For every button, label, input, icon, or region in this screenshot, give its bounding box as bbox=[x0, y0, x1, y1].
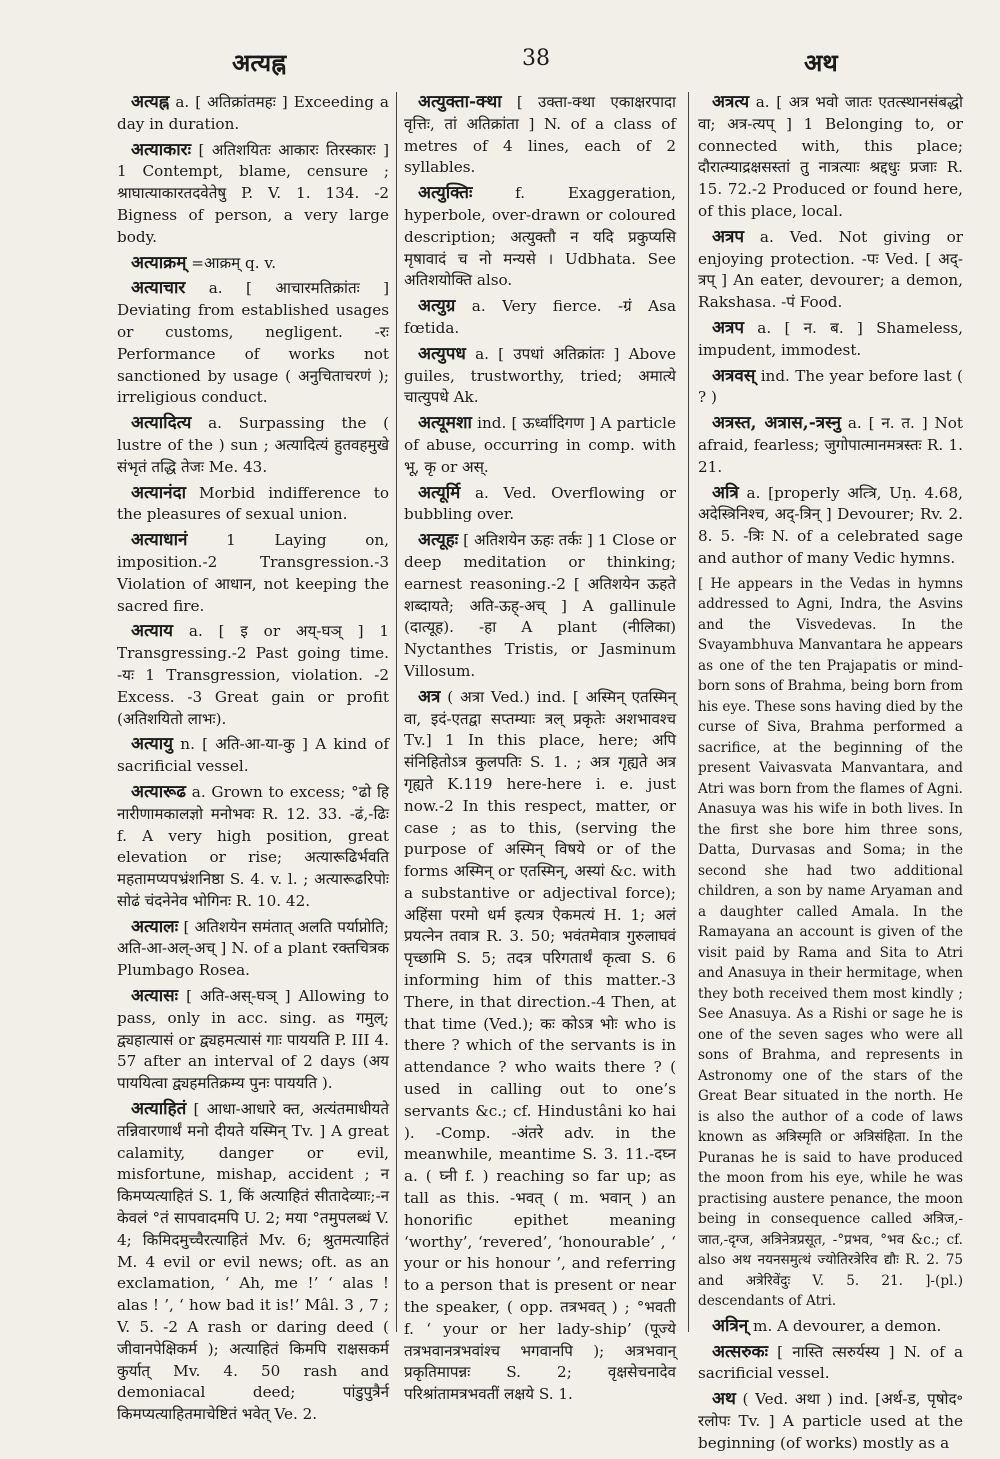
entry-headword: अत्यह्न bbox=[131, 92, 170, 112]
entry-headword: अत्रि bbox=[712, 482, 739, 503]
entry-headword: अत्रस्त, अत्रास,-त्रस्नु bbox=[712, 413, 842, 434]
entry-headword: अत्यासः bbox=[131, 986, 179, 1007]
entry-headword: अत्यानंदा bbox=[131, 482, 187, 503]
entry-definition: a. Ved. Overflowing or bubbling over. bbox=[404, 483, 676, 524]
dictionary-entry bbox=[698, 366, 963, 410]
entry-definition: n. [ अति-आ-या-कु ] A kind of sacrificial vessel. bbox=[117, 735, 389, 776]
dictionary-entry bbox=[698, 1316, 963, 1338]
entry-headword: अत्याकारः bbox=[131, 139, 192, 160]
entry-definition: [ उक्ता-क्था एकाक्षरपादा वृत्तिः, तां अतिक्रांता ] N. of a class of metres of 4 lines, each of 2 syllables. bbox=[404, 93, 676, 177]
dictionary-entry bbox=[117, 734, 389, 778]
entry-note bbox=[698, 574, 963, 1312]
entry-definition: ind. The year before last ( ? ) bbox=[698, 366, 963, 407]
entry-headword: अत्रिन् bbox=[712, 1315, 749, 1336]
dictionary-entry bbox=[404, 92, 676, 179]
entry-definition: a. [ इ or अय्-घञ् ] 1 Transgressing.-2 Past going time. -यः 1 Transgression, violation. -2 Excess. -3 Great gain or profit (अतिशयितो लाभः). bbox=[117, 622, 389, 728]
entry-headword: अत्याचार bbox=[131, 278, 186, 299]
entry-headword: अत्रप bbox=[712, 317, 745, 338]
entry-definition: [ अतिशयितः आकारः तिरस्कारः ] 1 Contempt, blame, censure ; श्राघात्याकारतदवेतेषु P. V. 1. 134. -2 Bigness of person, a very large body. bbox=[117, 140, 389, 246]
entry-definition: 1 Laying on, imposition.-2 Transgression.-3 Violation of आधान, not keeping the sacred fire. bbox=[117, 531, 389, 615]
entry-definition: f. Exaggeration, hyperbole, over-drawn or coloured description; अत्युक्तौ न यदि प्रकुप्यसि मृषावादं च नो मन्यसे । Udbhata. See अतिशयोक्ति also. bbox=[404, 184, 676, 290]
dictionary-entry bbox=[117, 1099, 389, 1426]
entry-headword: अत्याक्रम् bbox=[131, 252, 187, 273]
right-running-headword: अथ bbox=[804, 48, 838, 77]
entry-definition: =आक्रम् q. v. bbox=[186, 253, 277, 272]
dictionary-entry bbox=[117, 917, 389, 982]
entry-definition: ( Ved. अथा ) ind. [अर्थ-ड, पृषोद॰ रलोपः Tv. ] A particle used at the beginning (of works) mostly as a bbox=[698, 1390, 963, 1452]
entry-headword: अत्यायु bbox=[131, 734, 174, 755]
column-left bbox=[117, 92, 389, 1430]
entry-headword: अथ bbox=[712, 1389, 736, 1410]
dictionary-entry bbox=[117, 413, 389, 478]
entry-definition: [ अति-अस्-घञ् ] Allowing to pass, only in acc. sing. as गमुल्; द्व्यहात्यासं or द्व्यहमत्यासं गाः पाययति P. III 4. 57 after an interval of 2 days (अय पाययित्वा द्व्यहमतिक्रम्य पुनः पाययति ). bbox=[117, 987, 389, 1093]
entry-headword: अत्यालः bbox=[131, 916, 179, 937]
entry-definition: a. Ved. Not giving or enjoying protection. -पः Ved. [ अद्-त्रप् ] An eater, devourer; a demon, Rakshasa. -पं Food. bbox=[698, 227, 963, 312]
dictionary-entry bbox=[404, 687, 676, 1406]
column-divider bbox=[396, 92, 397, 1332]
dictionary-entry bbox=[404, 530, 676, 683]
entry-headword: अत्याहितं bbox=[131, 1099, 187, 1120]
dictionary-entry bbox=[698, 483, 963, 570]
entry-headword: अत्युक्ता-क्था bbox=[418, 92, 502, 112]
entry-definition: [ आधा-आधारे क्त, अत्यंतमाधीयते तन्निवारणार्थं मनो दीयते यस्मिन् Tv. ] A great calamity, danger or evil, misfortune, mishap, accident ; न किमप्यत्याहितं S. 1, किं अत्याहितं सीतादेव्याः;-न केवलं °तं सापवादमपि U. 2; मया °तमुपलब्धं V. 4; किमिदमुच्चैरत्याहितं Mv. 6; श्रुतमत्याहितं M. 4 evil or evil news; oft. as an exclamation, ‘ Ah, me !’ ‘ alas ! alas ! ’, ‘ how bad it is!’ Mâl. 3 , 7 ; V. 5. -2 A rash or daring deed ( जीवानपेक्षिकर्म ); अत्याहितं किमपि राक्षसकर्म कुर्यात् Mv. 4. 50 rash and demoniacal deed; पांडुपुत्रैर्न किमप्यत्याहितमाचेष्टितं भवेत् Ve. 2. bbox=[117, 1100, 389, 1424]
dictionary-entry bbox=[404, 183, 676, 292]
entry-headword: अत्यूमशा bbox=[418, 413, 472, 434]
entry-definition: Morbid indifference to the pleasures of sexual union. bbox=[117, 483, 389, 524]
entry-definition: a. [ न. ब. ] Shameless, impudent, immodest. bbox=[698, 318, 963, 359]
page-number: 38 bbox=[522, 46, 550, 71]
entry-definition: [ अतिशयेन समंतात् अलति पर्याप्नोति; अति-आ-अल्-अच् ] N. of a plant रक्तचित्रक Plumbago Rosea. bbox=[117, 917, 389, 980]
entry-definition: m. A devourer, a demon. bbox=[748, 1316, 942, 1335]
entry-definition: [ He appears in the Vedas in hymns addressed to Agni, Indra, the Asvins and the Visvedevas. In the Svayambhuva Manvantara he appears as one of the ten Prajapatis or mind-born sons of Brahma, being born from his eye. These sons having died by the curse of Siva, Brahma performed a sacrifice, at the beginning of the present Vaivasvata Manvantara, and Atri was born from the flames of Agni. Anasuya was his wife in both lives. In the first she bore him three sons, Datta, Durvasas and Soma; in the second she had two additional children, a son by name Aryaman and a daughter called Amala. In the Ramayana an account is given of the visit paid by Rama and Sita to Atri and Anasuya in their hermitage, when they both received them most kindly ; See Anasuya. As a Rishi or sage he is one of the seven sages who were all sons of Brahma, and represents in Astronomy one of the stars of the Great Bear situated in the north. He is also the author of a code of laws known as अत्रिस्मृति or अत्रिसंहिता. In the Puranas he is said to have produced the moon from his eye, while he was practising austere penance, the moon being in consequence called अत्रिज,-जात,-दृग्ज, अत्रिनेत्रप्रसूत, -°प्रभव, °भव &c.; cf. also अथ नयनसमुत्थं ज्योतिरत्रेरिव द्यौः R. 2. 75 and अत्रेरिवेंदुः V. 5. 21. ]-(pl.) descendants of Atri. bbox=[698, 575, 963, 1310]
entry-headword: अत्यादित्य bbox=[131, 413, 192, 434]
entry-definition: a. Very fierce. -ग्रं Asa fœtida. bbox=[404, 297, 676, 337]
dictionary-entry bbox=[117, 483, 389, 527]
dictionary-entry bbox=[404, 296, 676, 340]
column-divider bbox=[688, 92, 689, 1332]
entry-headword: अत्र bbox=[418, 686, 441, 707]
dictionary-entry bbox=[117, 140, 389, 249]
entry-headword: अत्याय bbox=[131, 621, 174, 642]
column-right bbox=[698, 92, 963, 1459]
entry-definition: a. [properly अत्त्रि, Uṇ. 4.68, अदेस्त्रिनिश्च, अद्-त्रिन् ] Devourer; Rv. 2. 8. 5. -त्रिः N. of a celebrated sage and author of many Vedic hymns. bbox=[698, 483, 963, 567]
dictionary-entry bbox=[698, 1389, 963, 1454]
dictionary-entry bbox=[698, 227, 963, 314]
entry-headword: अत्रत्य bbox=[712, 92, 750, 112]
entry-definition: a. [ न. त. ] Not afraid, fearless; जुगोपात्मानमत्रस्तः R. 1. 21. bbox=[698, 414, 963, 476]
dictionary-entry bbox=[698, 1342, 963, 1386]
dictionary-entry bbox=[117, 278, 389, 409]
entry-headword: अत्यूर्मि bbox=[418, 482, 461, 503]
entry-definition: a. Surpassing the ( lustre of the ) sun ; अत्यादित्यं हुतवहमुखे संभृतं तद्धि तेजः Me. 43. bbox=[117, 414, 389, 476]
entry-headword: अत्रप bbox=[712, 226, 745, 247]
dictionary-entry bbox=[404, 413, 676, 478]
entry-definition: a. [ अत्र भवो जातः एतत्स्थानसंबद्धो वा; अत्र-त्यप् ] 1 Belonging to, or connected with, this place; दौरात्म्याद्रक्षसस्तां तु नात्रत्याः श्रद्दधुः प्रजाः R. 15. 72.-2 Produced or found here, of this place, local. bbox=[698, 93, 963, 220]
dictionary-entry bbox=[698, 92, 963, 223]
entry-headword: अत्यारूढ bbox=[131, 781, 186, 802]
entry-headword: अत्यूहः bbox=[418, 530, 459, 551]
dictionary-entry bbox=[117, 782, 389, 913]
entry-definition: ind. [ ऊर्ध्वादिगण ] A particle of abuse, occurring in comp. with भू, कृ or अस्. bbox=[404, 414, 676, 476]
entry-definition: a. [ उपधां अतिक्रांतः ] Above guiles, trustworthy, tried; अमात्ये चात्युपधे Ak. bbox=[404, 344, 676, 407]
entry-definition: [ अतिशयेन ऊहः तर्कः ] 1 Close or deep meditation or thinking; earnest reasoning.-2 [ अतिशयेन ऊहते शब्दायते; अति-ऊह्-अच् ] A gallinule (दात्यूह). -हा A plant (नीलिका) Nyctanthes Tristis, or Jasminum Villosum. bbox=[404, 531, 676, 680]
entry-definition: [ नास्ति त्सरुर्यस्य ] N. of a sacrificial vessel. bbox=[698, 1342, 963, 1383]
entry-definition: a. [ अतिक्रांतमहः ] Exceeding a day in duration. bbox=[117, 93, 389, 133]
entry-headword: अत्युपध bbox=[418, 343, 466, 364]
entry-headword: अत्याधानं bbox=[131, 530, 188, 551]
dictionary-entry bbox=[117, 530, 389, 617]
dictionary-entry bbox=[117, 253, 389, 275]
dictionary-entry bbox=[117, 986, 389, 1095]
entry-headword: अत्युग्र bbox=[418, 296, 456, 317]
entry-headword: अत्सरुकः bbox=[712, 1341, 768, 1362]
entry-headword: अत्युक्तिः bbox=[418, 183, 473, 204]
dictionary-entry bbox=[698, 318, 963, 362]
entry-definition: a. [ आचारमतिक्रांतः ] Deviating from established usages or customs, negligent. -रः Performance of works not sanctioned by usage ( अनुचिताचरणं ); irreligious conduct. bbox=[117, 279, 389, 407]
entry-headword: अत्रवस् bbox=[712, 365, 756, 386]
entry-definition: a. Grown to excess; °ढो हि नारीणामकालज्ञो मनोभवः R. 12. 33. -ढं,-ढिः f. A very high position, great elevation or rise; अत्यारूढिर्भवति महतामप्यपभ्रंशनिष्ठा S. 4. v. l. ; अत्यारूढरिपोः सोढं चंदनेनेव भोगिनः R. 10. 42. bbox=[117, 782, 389, 910]
dictionary-entry bbox=[117, 92, 389, 136]
dictionary-entry bbox=[698, 413, 963, 478]
dictionary-entry bbox=[117, 621, 389, 730]
dictionary-entry bbox=[404, 344, 676, 409]
left-running-headword: अत्यह्न bbox=[232, 48, 287, 77]
column-middle bbox=[404, 92, 676, 1410]
page-header bbox=[0, 40, 1000, 90]
entry-definition: ( अत्रा Ved.) ind. [ अस्मिन् एतस्मिन् वा, इदं-एतद्वा सप्तम्याः त्रल् प्रकृतेः अशभावश्च Tv.] 1 In this place, here; अपि संनिहितोऽत्र कुलपतिः S. 1. ; अत्र गृह्यते अत्र गृह्यते K.119 here-here i. e. just now.-2 In this respect, matter, or case ; as to this, (serving the purpose of अस्मिन् विषये or of the forms अस्मिन् or एतस्मिन्, अस्यां &c. with a substantive or adjectival force); अहिंसा परमो धर्म इत्यत्र ऐकमत्यं H. 1; अलं प्रयत्नेन तवात्र R. 3. 50; भवंतमेवात्र गुरुलाघवं पृच्छामि S. 5; तदत्र परिगतार्थं कृत्वा S. 6 informing him of this matter.-3 There, in that direction.-4 Then, at that time (Ved.); कः कोऽत्र भोः who is there ? which of the servants is in attendance ? who waits there ? ( used in calling out to one’s servants &c.; cf. Hindustâni ko hai ). -Comp. -अंतरे adv. in the meanwhile, meantime S. 3. 11.-दघ्न a. ( घ्नी f. ) reaching so far up; as tall as this. -भवत् ( m. भवान् ) an honorific epithet meaning ‘worthy’, ‘revered’, ‘honourable’ , ‘ your or his honour ’, and referring to a person that is present or near the speaker, ( opp. तत्रभवत् ) ; °भवती f. ‘ your or her lady-ship’ (पूज्ये तत्रभवानत्रभवांश्च भगवानपि ); अत्रभवान् प्रकृतिमापन्नः S. 2; वृक्षसेचनादेव परिश्रांतामत्रभवतीं लक्षये S. 1. bbox=[404, 687, 676, 1404]
dictionary-entry bbox=[404, 483, 676, 527]
